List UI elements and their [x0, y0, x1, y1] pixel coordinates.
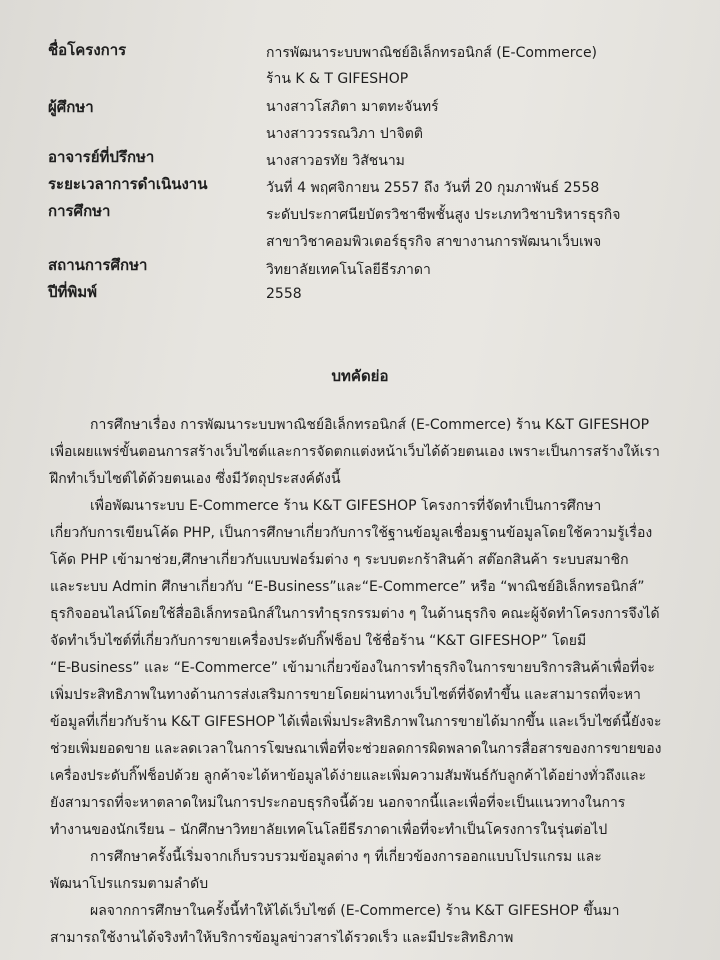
- abstract-line: ผลจากการศึกษาในครั้งนี้ทำให้ได้เว็บไซต์ (E-Commerce) ร้าน K&T GIFESHOP ขึ้นมา: [90, 903, 620, 919]
- abstract-line: การศึกษาเรื่อง การพัฒนาระบบพาณิชย์อิเล็กทรอนิกส์ (E-Commerce) ร้าน K&T GIFESHOP: [90, 417, 650, 433]
- advisor-name: นางสาวอรทัย วิสัชนาม: [266, 153, 405, 169]
- abstract-line: การศึกษาครั้งนี้เริ่มจากเก็บรวบรวมข้อมูลต่าง ๆ ที่เกี่ยวข้องการออกแบบโปรแกรม และ: [90, 849, 602, 865]
- education-level-line-2: สาขาวิชาคอมพิวเตอร์ธุรกิจ สาขางานการพัฒนาเว็บเพจ: [266, 234, 602, 250]
- label-student: ผู้ศึกษา: [48, 98, 94, 116]
- student-name-2: นางสาววรรณวิภา ปาจิตติ: [266, 126, 423, 142]
- label-year: ปีที่พิมพ์: [48, 283, 98, 301]
- abstract-line: ธุรกิจออนไลน์โดยใช้สื่ออิเล็กทรอนิกส์ในการทำธุรกรรมต่าง ๆ ในด้านธุรกิจ คณะผู้จัดทำโครงการจึงได้: [50, 606, 660, 622]
- abstract-line: ข้อมูลที่เกี่ยวกับร้าน K&T GIFESHOP ได้เพื่อเพิ่มประสิทธิภาพในการขายได้มากขึ้น และเว็บไซต์นี้ยังจะ: [50, 714, 662, 730]
- student-name-1: นางสาวโสภิตา มาตทะจันทร์: [266, 99, 439, 115]
- institution-name: วิทยาลัยเทคโนโลยีธีรภาดา: [266, 262, 431, 278]
- abstract-line: สามารถใช้งานได้จริงทำให้บริการข้อมูลข่าวสารได้รวดเร็ว และมีประสิทธิภาพ: [50, 930, 514, 946]
- abstract-line: พัฒนาโปรแกรมตามลำดับ: [50, 876, 209, 892]
- abstract-line: โค้ด PHP เข้ามาช่วย,ศึกษาเกี่ยวกับแบบฟอร์มต่าง ๆ ระบบตะกร้าสินค้า สต๊อกสินค้า ระบบสมาชิก: [50, 552, 629, 568]
- label-advisor: อาจารย์ที่ปรึกษา: [48, 148, 155, 166]
- abstract-line: ฝึกทำเว็บไซต์ได้ด้วยตนเอง ซึ่งมีวัตถุประสงค์ดังนี้: [50, 471, 341, 487]
- publish-year: 2558: [266, 286, 302, 302]
- duration-value: วันที่ 4 พฤศจิกายน 2557 ถึง วันที่ 20 กุมภาพันธ์ 2558: [266, 180, 600, 196]
- abstract-line: ทำงานของนักเรียน – นักศึกษาวิทยาลัยเทคโนโลยีธีรภาดาเพื่อที่จะทำเป็นโครงการในรุ่นต่อไป: [50, 822, 608, 838]
- abstract-line: ยังสามารถที่จะหาตลาดใหม่ในการประกอบธุรกิจนี้ด้วย นอกจากนี้และเพื่อที่จะเป็นแนวทางในการ: [50, 795, 626, 811]
- project-name-line-1: การพัฒนาระบบพาณิชย์อิเล็กทรอนิกส์ (E-Commerce): [266, 45, 598, 61]
- abstract-line: “E-Business” และ “E-Commerce” เข้ามาเกี่ยวข้องในการทำธุรกิจในการขายบริการสินค้าเพื่อที่จะ: [50, 660, 655, 676]
- abstract-line: ช่วยเพิ่มยอดขาย และลดเวลาในการโฆษณาเพื่อที่จะช่วยลดการผิดพลาดในการสื่อสารของการขายของ: [50, 741, 662, 757]
- education-level-line-1: ระดับประกาศนียบัตรวิชาชีพชั้นสูง ประเภทวิชาบริหารธุรกิจ: [266, 207, 621, 223]
- abstract-line: และระบบ Admin ศึกษาเกี่ยวกับ “E-Business”และ“E-Commerce” หรือ “พาณิชย์อิเล็กทรอนิกส์”: [50, 579, 645, 595]
- abstract-line: เพื่อพัฒนาระบบ E-Commerce ร้าน K&T GIFESHOP โครงการที่จัดทำเป็นการศึกษา: [90, 498, 602, 514]
- label-duration: ระยะเวลาการดำเนินงาน: [48, 175, 208, 193]
- project-name-line-2: ร้าน K & T GIFESHOP: [266, 71, 409, 87]
- abstract-line: เครื่องประดับกิ๊ฟช็อปด้วย ลูกค้าจะได้หาข้อมูลได้ง่ายและเพิ่มความสัมพันธ์กับลูกค้าได้อย่างทั่วถึงและ: [50, 768, 647, 784]
- abstract-line: เพิ่มประสิทธิภาพในทางด้านการส่งเสริมการขายโดยผ่านทางเว็บไซต์ที่จัดทำขึ้น และสามารถที่จะหา: [50, 687, 641, 703]
- abstract-line: เพื่อเผยแพร่ขั้นตอนการสร้างเว็บไซต์และการจัดตกแต่งหน้าเว็บได้ด้วยตนเอง เพราะเป็นการสร้างให้เรา: [50, 444, 660, 460]
- label-project-name: ชื่อโครงการ: [48, 41, 127, 59]
- label-institution: สถานการศึกษา: [48, 256, 148, 274]
- abstract-line: เกี่ยวกับการเขียนโค้ด PHP, เป็นการศึกษาเกี่ยวกับการใช้ฐานข้อมูลเชื่อมฐานข้อมูลโดยใช้ความรู้เรื่อง: [50, 525, 653, 541]
- abstract-line: จัดทำเว็บไซต์ที่เกี่ยวกับการขายเครื่องประดับกิ๊ฟช็อป ใช้ชื่อร้าน “K&T GIFESHOP” โดยมี: [50, 633, 587, 649]
- label-duration-study: การศึกษา: [48, 202, 111, 220]
- abstract-title: บทคัดย่อ: [331, 367, 389, 385]
